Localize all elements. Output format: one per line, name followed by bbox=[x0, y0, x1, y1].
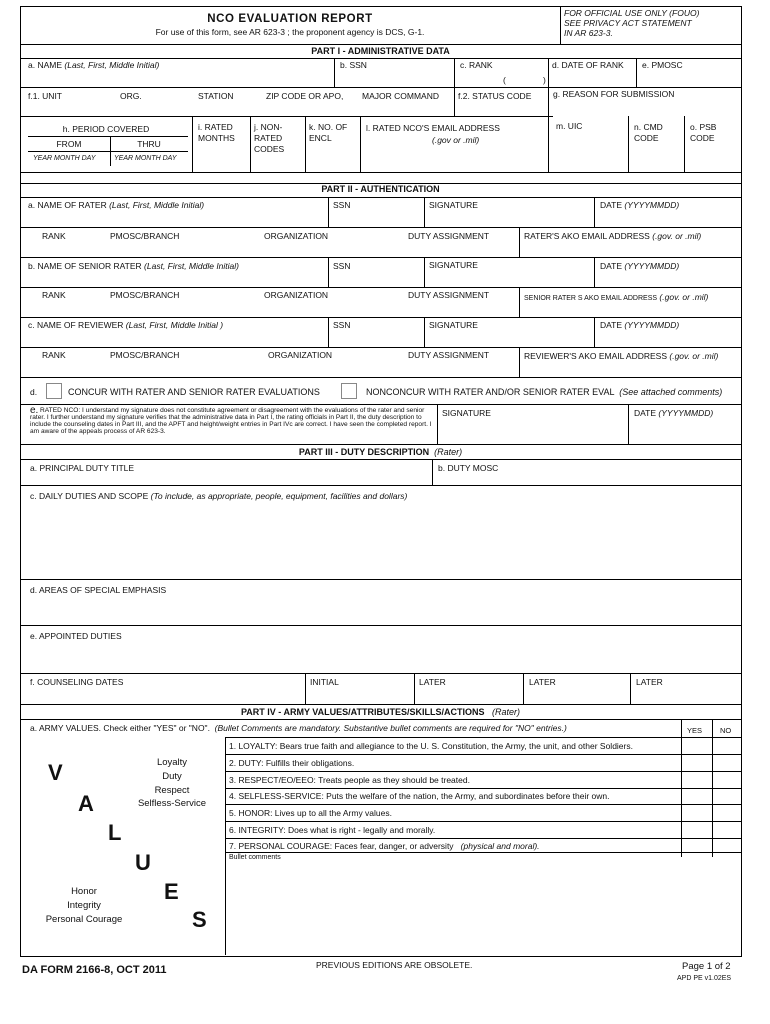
rater-email-label[interactable]: RATER'S AKO EMAIL ADDRESS (.gov. or .mil) bbox=[524, 231, 702, 241]
counseling-later-1-label[interactable]: LATER bbox=[419, 677, 446, 687]
reviewer-email-label[interactable]: REVIEWER'S AKO EMAIL ADDRESS (.gov. or .mil) bbox=[524, 351, 719, 361]
rater-rank-label[interactable]: RANK bbox=[42, 231, 66, 241]
name-label[interactable]: a. NAME (Last, First, Middle Initial) bbox=[28, 60, 160, 70]
page-number: Page 1 of 2 bbox=[682, 961, 731, 972]
senior-duty-label[interactable]: DUTY ASSIGNMENT bbox=[408, 290, 490, 300]
rated-nco-statement: RATED NCO: I understand my signature does not constitute agreement or disagreement with the evaluations of the rater and senior rater. I further understand my signature verifies that the administrative data in Part I, the rating officials in Part II, the duty description to include the counseling dates in Part III, and the APFT and height/weight entries in Part IVc are correct. I have seen the completed report. I am aware of the appeals process of AR 623-3. bbox=[30, 407, 432, 435]
part1-heading: PART I - ADMINISTRATIVE DATA bbox=[311, 46, 450, 56]
senior-pmosc-label[interactable]: PMOSC/BRANCH bbox=[110, 290, 180, 300]
form-id: DA FORM 2166-8, OCT 2011 bbox=[22, 964, 167, 976]
counseling-dates-label: f. COUNSELING DATES bbox=[30, 677, 124, 687]
date-of-rank-label[interactable]: d. DATE OF RANK bbox=[552, 60, 624, 70]
values-letter-e: E bbox=[164, 879, 179, 904]
army-values-label: a. ARMY VALUES. Check either "YES" or "NO". (Bullet Comments are mandatory. Substantive bullet comments are required for "NO" entries.) bbox=[30, 723, 567, 733]
value-respect: 3. RESPECT/EO/EEO: Treats people as they should be treated. bbox=[229, 775, 470, 785]
senior-rater-name-label[interactable]: b. NAME OF SENIOR RATER (Last, First, Middle Initial) bbox=[28, 261, 239, 271]
form-version: APD PE v1.02ES bbox=[677, 975, 732, 982]
values-letter-l: L bbox=[108, 820, 122, 845]
reviewer-duty-label[interactable]: DUTY ASSIGNMENT bbox=[408, 350, 490, 360]
from-date-format: YEAR MONTH DAY bbox=[33, 155, 96, 162]
yes-column-label: YES bbox=[687, 726, 703, 735]
status-code-label[interactable]: f.2. STATUS CODE bbox=[458, 91, 532, 101]
counseling-later-3-label[interactable]: LATER bbox=[636, 677, 663, 687]
concur-label: CONCUR WITH RATER AND SENIOR RATER EVALUATIONS bbox=[68, 387, 320, 397]
rank-label[interactable]: c. RANK bbox=[460, 60, 493, 70]
reviewer-signature-label[interactable]: SIGNATURE bbox=[429, 320, 478, 330]
value-honor: 5. HONOR: Lives up to all the Army values. bbox=[229, 808, 392, 818]
cmd-code-label[interactable]: n. CMD CODE bbox=[634, 122, 663, 144]
rank-paren-open: ( bbox=[503, 75, 506, 85]
part3-heading: PART III - DUTY DESCRIPTION (Rater) bbox=[298, 447, 463, 457]
official-use-note-2: SEE PRIVACY ACT STATEMENT bbox=[564, 18, 692, 28]
email-hint: (.gov or .mil) bbox=[432, 135, 480, 145]
nonconcur-label: NONCONCUR WITH RATER AND/OR SENIOR RATER EVAL (See attached comments) bbox=[366, 387, 723, 397]
org-label[interactable]: ORG. bbox=[120, 91, 142, 101]
special-emphasis-label[interactable]: d. AREAS OF SPECIAL EMPHASIS bbox=[30, 585, 167, 595]
reviewer-rank-label[interactable]: RANK bbox=[42, 350, 66, 360]
part2-heading: PART II - AUTHENTICATION bbox=[321, 184, 440, 194]
values-letter-a: A bbox=[78, 791, 94, 816]
form-subtitle: For use of this form, see AR 623-3 ; the proponent agency is DCS, G-1. bbox=[155, 27, 425, 37]
rater-organization-label[interactable]: ORGANIZATION bbox=[264, 231, 329, 241]
rated-months-label[interactable]: i. RATED MONTHS bbox=[198, 122, 235, 144]
rater-signature-label[interactable]: SIGNATURE bbox=[429, 200, 478, 210]
obsolete-note: PREVIOUS EDITIONS ARE OBSOLETE. bbox=[316, 960, 473, 970]
rater-ssn-label[interactable]: SSN bbox=[333, 200, 351, 210]
nonconcur-checkbox[interactable] bbox=[341, 383, 357, 399]
form-title: NCO EVALUATION REPORT bbox=[207, 13, 373, 25]
value-integrity: 6. INTEGRITY: Does what is right - legally and morally. bbox=[229, 825, 436, 835]
counseling-later-2-label[interactable]: LATER bbox=[529, 677, 556, 687]
ssn-label[interactable]: b. SSN bbox=[340, 60, 367, 70]
period-covered-label: h. PERIOD COVERED bbox=[62, 124, 150, 134]
reviewer-date-label[interactable]: DATE (YYYYMMDD) bbox=[600, 320, 680, 330]
values-words-top: Loyalty Duty Respect Selfless-Service bbox=[137, 757, 207, 810]
senior-ssn-label[interactable]: SSN bbox=[333, 261, 351, 271]
value-selfless-service: 4. SELFLESS-SERVICE: Puts the welfare of the nation, the Army, and subordinates before their own. bbox=[229, 791, 610, 801]
bullet-comments-label: Bullet comments bbox=[229, 854, 281, 861]
no-column-label: NO bbox=[720, 726, 732, 735]
senior-signature-label[interactable]: SIGNATURE bbox=[429, 260, 478, 270]
rank-paren-close: ) bbox=[543, 75, 546, 85]
counseling-initial-label[interactable]: INITIAL bbox=[310, 677, 339, 687]
rater-name-label[interactable]: a. NAME OF RATER (Last, First, Middle Initial) bbox=[28, 200, 205, 210]
uic-label[interactable]: m. UIC bbox=[556, 121, 583, 131]
values-letter-s: S bbox=[192, 907, 207, 932]
duty-mosc-label[interactable]: b. DUTY MOSC bbox=[438, 463, 499, 473]
appointed-duties-label[interactable]: e. APPOINTED DUTIES bbox=[30, 631, 122, 641]
reason-label[interactable]: g. REASON FOR SUBMISSION bbox=[553, 89, 675, 99]
senior-date-label[interactable]: DATE (YYYYMMDD) bbox=[600, 261, 680, 271]
station-label[interactable]: STATION bbox=[198, 91, 234, 101]
rated-nco-signature-label[interactable]: SIGNATURE bbox=[442, 408, 491, 418]
no-encl-label[interactable]: k. NO. OF ENCL bbox=[309, 122, 348, 144]
official-use-note-3: IN AR 623-3. bbox=[564, 28, 613, 38]
value-duty: 2. DUTY: Fulfills their obligations. bbox=[229, 758, 355, 768]
reviewer-pmosc-label[interactable]: PMOSC/BRANCH bbox=[110, 350, 180, 360]
senior-email-label[interactable]: SENIOR RATER S AKO EMAIL ADDRESS (.gov. or .mil) bbox=[524, 292, 709, 302]
senior-rank-label[interactable]: RANK bbox=[42, 290, 66, 300]
rater-pmosc-label[interactable]: PMOSC/BRANCH bbox=[110, 231, 180, 241]
part4-heading: PART IV - ARMY VALUES/ATTRIBUTES/SKILLS/ACTIONS (Rater) bbox=[240, 707, 521, 717]
non-rated-codes-label[interactable]: j. NON- RATED CODES bbox=[254, 122, 285, 155]
major-command-label[interactable]: MAJOR COMMAND bbox=[362, 91, 439, 101]
email-label[interactable]: l. RATED NCO'S EMAIL ADDRESS bbox=[366, 123, 500, 133]
rater-duty-label[interactable]: DUTY ASSIGNMENT bbox=[408, 231, 490, 241]
pmosc-label[interactable]: e. PMOSC bbox=[642, 60, 683, 70]
values-letter-u: U bbox=[135, 850, 151, 875]
senior-organization-label[interactable]: ORGANIZATION bbox=[264, 290, 329, 300]
concur-checkbox[interactable] bbox=[46, 383, 62, 399]
principal-duty-label[interactable]: a. PRINCIPAL DUTY TITLE bbox=[30, 463, 135, 473]
thru-label[interactable]: THRU bbox=[137, 139, 161, 149]
zip-label[interactable]: ZIP CODE OR APO, bbox=[266, 91, 344, 101]
values-letter-v: V bbox=[48, 760, 63, 785]
rated-nco-e-label: e. bbox=[30, 405, 39, 416]
concur-d-label: d. bbox=[30, 387, 38, 397]
value-loyalty: 1. LOYALTY: Bears true faith and allegiance to the U. S. Constitution, the Army, the unit, and other Soldiers. bbox=[229, 741, 633, 751]
official-use-note-1: FOR OFFICIAL USE ONLY (FOUO) bbox=[564, 8, 700, 18]
from-label[interactable]: FROM bbox=[56, 139, 82, 149]
values-words-bottom: Honor Integrity Personal Courage bbox=[45, 886, 123, 925]
daily-duties-label[interactable]: c. DAILY DUTIES AND SCOPE (To include, as appropriate, people, equipment, facilities and dollars) bbox=[30, 491, 408, 501]
reviewer-ssn-label[interactable]: SSN bbox=[333, 320, 351, 330]
reviewer-organization-label[interactable]: ORGANIZATION bbox=[268, 350, 333, 360]
unit-label[interactable]: f.1. UNIT bbox=[28, 91, 63, 101]
psb-code-label[interactable]: o. PSB CODE bbox=[690, 122, 717, 144]
thru-date-format: YEAR MONTH DAY bbox=[114, 155, 177, 162]
rated-nco-date-label[interactable]: DATE (YYYYMMDD) bbox=[634, 408, 714, 418]
reviewer-name-label[interactable]: c. NAME OF REVIEWER (Last, First, Middle Initial ) bbox=[28, 320, 224, 330]
value-personal-courage: 7. PERSONAL COURAGE: Faces fear, danger, or adversity (physical and moral). bbox=[229, 841, 540, 851]
rater-date-label[interactable]: DATE (YYYYMMDD) bbox=[600, 200, 680, 210]
